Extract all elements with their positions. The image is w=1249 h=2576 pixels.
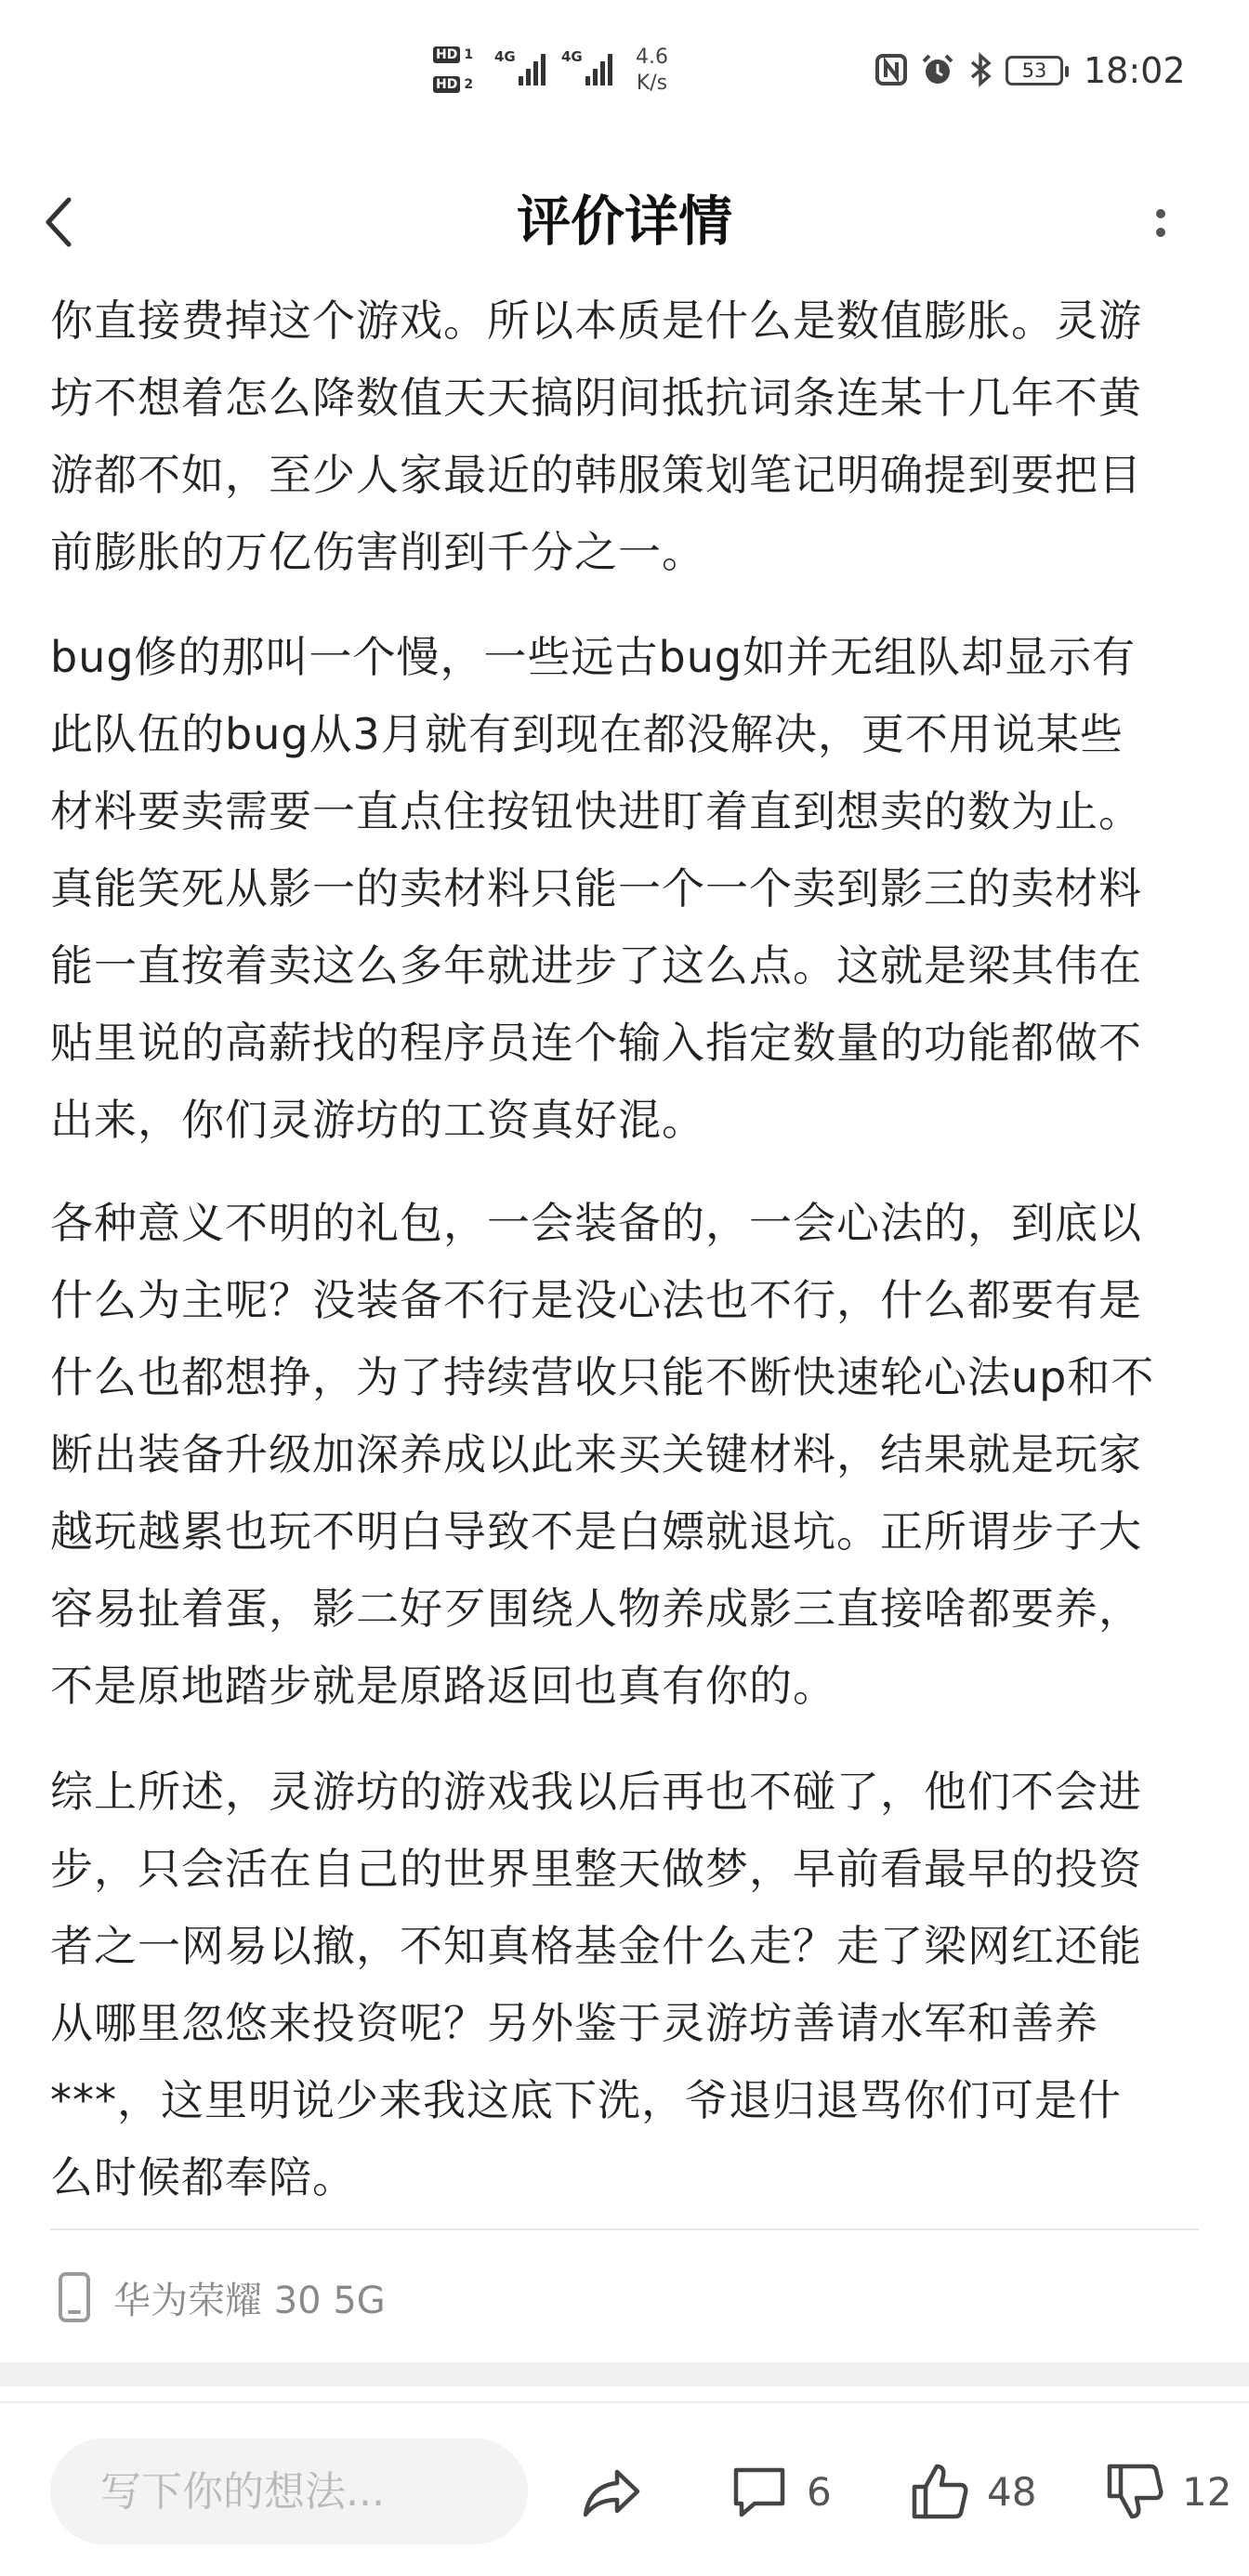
more-vertical-icon [1156, 209, 1165, 218]
comment-input[interactable] [50, 2438, 528, 2544]
status-bar [0, 0, 1249, 149]
bluetooth-icon [963, 52, 998, 87]
nfc-icon [874, 52, 909, 87]
bottom-bar-border [0, 2401, 1249, 2403]
thumbs-down-icon [1104, 2461, 1165, 2522]
page-title: 评价详情 [516, 190, 732, 253]
more-options-button[interactable] [1137, 186, 1184, 260]
divider [50, 2228, 1199, 2230]
review-content [0, 297, 1249, 2267]
review-paragraph: 你直接费掉这个游戏。所以本质是什么是数值膨胀。灵游 坊不想着怎么降数值天天搞阴间抵抗词条连某十几年不黄 游都不如，至少人家最近的韩服策划笔记明确提到要把目 前膨胀的万亿伤害削到千分之一。 [50, 297, 1142, 577]
alarm-icon [920, 52, 955, 87]
page-header [0, 149, 1249, 297]
dislike-button[interactable] [1104, 2450, 1231, 2533]
hd-indicators [433, 43, 485, 102]
share-button[interactable] [580, 2450, 645, 2533]
comment-button[interactable] [729, 2450, 832, 2533]
device-label: 华为荣耀 30 5G [113, 2279, 386, 2322]
hd-label: HD [433, 76, 460, 93]
network-speed-value: 4.6 [636, 46, 668, 69]
more-vertical-icon-dot [1156, 228, 1165, 237]
signal-strength-icon [494, 48, 546, 85]
battery-indicator: 53 [1006, 56, 1063, 85]
hd-slot-number: 1 [464, 47, 474, 62]
hd-indicator-2 [433, 72, 485, 97]
review-paragraph: 综上所述，灵游坊的游戏我以后再也不碰了，他们不会进 步，只会活在自己的世界里整天做梦，早前看最早的投资 者之一网易以撤，不知真格基金什么走？走了梁网红还能 从哪里忽悠来投资呢？另外鉴于灵游坊善请水军和善养 ***，这里明说少来我这底下洗，爷退归退骂你们可是什 么时候都奉陪。 [50, 1767, 1142, 2202]
phone-icon [56, 2271, 93, 2323]
comment-count: 6 [807, 2468, 832, 2515]
review-paragraph: bug修的那叫一个慢，一些远古bug如并无组队却显示有 此队伍的bug从3月就有到现在都没解决，更不用说某些 材料要卖需要一直点住按钮快进盯着直到想卖的数为止。 真能笑死从影一的卖材料只能一个一个卖到影三的卖材料 能一直按着卖这么多年就进步了这么点。这就是梁其伟在 贴里说的高薪找的程序员连个输入指定数量的功能都做不 出来，你们灵游坊的工资真好混。 [50, 632, 1142, 1145]
like-button[interactable] [909, 2450, 1036, 2533]
hd-indicator-1 [433, 43, 485, 67]
device-info [56, 2267, 386, 2327]
network-type-label: 4G [494, 48, 516, 65]
signal-strength-icon [561, 48, 612, 85]
comment-icon [729, 2461, 790, 2522]
clock: 18:02 [1084, 50, 1186, 91]
thumbs-up-icon [909, 2461, 970, 2522]
share-icon [580, 2459, 645, 2524]
section-separator [0, 2362, 1249, 2386]
hd-slot-number: 2 [464, 77, 474, 92]
review-paragraph: 各种意义不明的礼包，一会装备的，一会心法的，到底以 什么为主呢？没装备不行是没心法也不行，什么都要有是 什么也都想挣，为了持续营收只能不断快速轮心法up和不 断出装备升级加深养成以此来买关键材料，结果就是玩家 越玩越累也玩不明白导致不是白嫖就退坑。正所谓步子大 容易扯着蛋，影二好歹围绕人物养成影三直接啥都要养， 不是原地踏步就是原路返回也真有你的。 [50, 1198, 1155, 1711]
network-speed [636, 45, 668, 97]
dislike-count: 12 [1182, 2468, 1232, 2515]
hd-label: HD [433, 46, 460, 63]
like-count: 48 [987, 2468, 1037, 2515]
network-type-label: 4G [561, 48, 583, 65]
network-speed-unit: K/s [636, 72, 668, 95]
